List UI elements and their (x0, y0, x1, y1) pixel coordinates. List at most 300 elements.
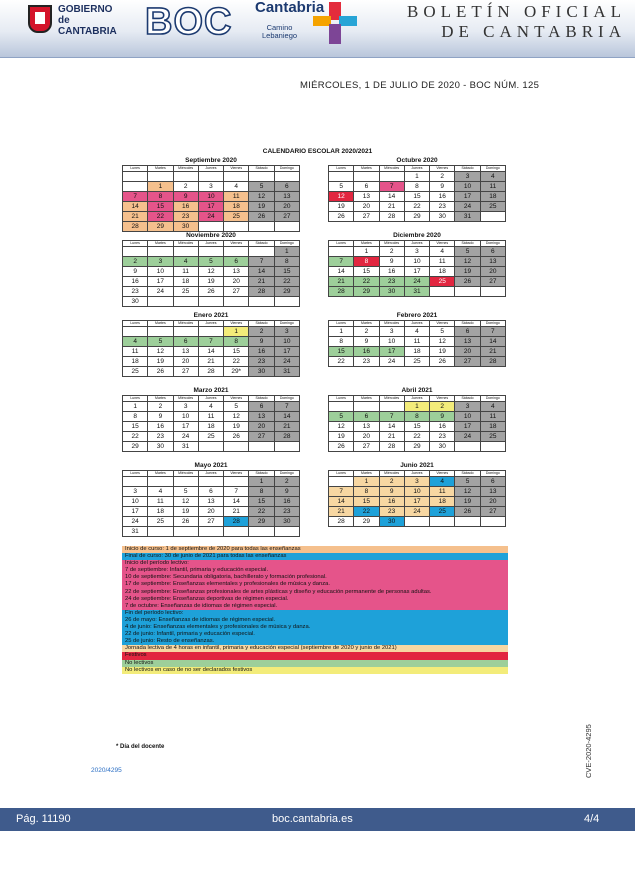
weekday-label: Domingo (480, 241, 505, 247)
day-cell: 10 (404, 487, 429, 497)
day-cell: 30 (430, 442, 455, 452)
day-cell: 12 (198, 267, 223, 277)
day-cell: 21 (249, 277, 274, 287)
week-row (329, 442, 506, 452)
day-cell: 26 (455, 277, 480, 287)
day-cell (249, 172, 274, 182)
legend-row: 7 de octubre: Enseñanzas de idiomas de régimen especial. (122, 603, 508, 610)
week-row (329, 327, 506, 337)
title-line: BOLETÍN OFICIAL (406, 2, 626, 21)
day-cell: 28 (224, 517, 249, 527)
day-cell: 4 (480, 402, 505, 412)
week-row (123, 357, 300, 367)
day-cell: 4 (430, 477, 455, 487)
day-cell: 17 (148, 277, 173, 287)
month-calendar (122, 231, 300, 307)
day-cell: 20 (354, 202, 379, 212)
month-table (328, 470, 506, 527)
week-row (123, 422, 300, 432)
day-cell: 23 (430, 202, 455, 212)
day-cell: 30 (148, 442, 173, 452)
day-cell: 6 (480, 247, 505, 257)
day-cell: 28 (379, 442, 404, 452)
weekday-label: Miércoles (173, 241, 198, 247)
day-cell: 12 (430, 337, 455, 347)
day-cell (224, 172, 249, 182)
day-cell: 18 (173, 277, 198, 287)
day-cell: 18 (148, 507, 173, 517)
day-cell: 9 (379, 487, 404, 497)
day-cell: 16 (430, 422, 455, 432)
weekday-label: Sábado (249, 321, 274, 327)
day-cell: 1 (148, 182, 173, 192)
week-row (329, 277, 506, 287)
weekday-label: Lunes (123, 241, 148, 247)
day-cell: 11 (480, 182, 505, 192)
week-row (329, 287, 506, 297)
day-cell: 4 (198, 402, 223, 412)
day-cell (455, 287, 480, 297)
day-cell: 3 (404, 247, 429, 257)
day-cell: 10 (404, 257, 429, 267)
day-cell: 20 (480, 497, 505, 507)
day-cell: 19 (455, 267, 480, 277)
day-cell (329, 247, 354, 257)
weekday-label: Viernes (430, 396, 455, 402)
day-cell: 6 (198, 487, 223, 497)
day-cell: 19 (198, 277, 223, 287)
day-cell: 29 (404, 442, 429, 452)
day-cell (198, 477, 223, 487)
month-calendar (328, 386, 506, 452)
day-cell: 7 (329, 487, 354, 497)
page-number: Pág. 11190 (16, 813, 71, 825)
day-cell: 3 (379, 327, 404, 337)
day-cell: 22 (148, 212, 173, 222)
day-cell: 5 (455, 477, 480, 487)
day-cell (224, 442, 249, 452)
day-cell: 17 (198, 202, 223, 212)
day-cell: 14 (480, 337, 505, 347)
day-cell (198, 172, 223, 182)
week-row (123, 487, 300, 497)
day-cell: 23 (354, 357, 379, 367)
day-cell: 27 (198, 517, 223, 527)
day-cell: 13 (455, 337, 480, 347)
day-cell: 11 (430, 257, 455, 267)
day-cell: 26 (455, 507, 480, 517)
day-cell (123, 247, 148, 257)
week-row (123, 297, 300, 307)
day-cell: 2 (354, 327, 379, 337)
day-cell: 18 (404, 347, 429, 357)
gobierno-line: de (58, 15, 70, 26)
day-cell: 26 (249, 212, 274, 222)
day-cell: 5 (455, 247, 480, 257)
day-cell: 19 (430, 347, 455, 357)
day-cell: 14 (274, 412, 299, 422)
day-cell: 28 (249, 287, 274, 297)
day-cell: 11 (198, 412, 223, 422)
weekday-label: Jueves (404, 396, 429, 402)
month-name: Noviembre 2020 (186, 232, 236, 239)
weekday-label: Lunes (329, 241, 354, 247)
gobierno-line: GOBIERNO (58, 4, 113, 15)
day-cell: 20 (198, 507, 223, 517)
day-cell: 6 (480, 477, 505, 487)
day-cell: 29 (123, 442, 148, 452)
day-cell: 30 (430, 212, 455, 222)
day-cell: 13 (198, 497, 223, 507)
day-cell (173, 297, 198, 307)
legend-row: Jornada lectiva de 4 horas en infantil, primaria y educación especial (septiembre de 2020 y junio de 2021) (122, 645, 508, 652)
day-cell: 14 (379, 422, 404, 432)
day-cell (173, 247, 198, 257)
month-table (328, 165, 506, 222)
month-name: Junio 2021 (400, 462, 434, 469)
day-cell: 13 (173, 347, 198, 357)
week-row (123, 432, 300, 442)
day-cell (123, 327, 148, 337)
day-cell (430, 287, 455, 297)
day-cell (123, 477, 148, 487)
week-row (329, 192, 506, 202)
day-cell: 25 (198, 432, 223, 442)
day-cell: 16 (430, 192, 455, 202)
day-cell: 11 (123, 347, 148, 357)
day-cell: 8 (354, 257, 379, 267)
day-cell: 5 (198, 257, 223, 267)
day-cell: 29 (404, 212, 429, 222)
day-cell: 10 (455, 182, 480, 192)
day-cell (224, 527, 249, 537)
day-cell: 8 (404, 412, 429, 422)
day-cell (249, 297, 274, 307)
month-table (122, 240, 300, 307)
gobierno-line: CANTABRIA (58, 26, 117, 37)
day-cell (274, 172, 299, 182)
day-cell: 17 (404, 267, 429, 277)
month-name: Octubre 2020 (396, 157, 438, 164)
day-cell: 5 (329, 182, 354, 192)
weekday-label: Viernes (224, 321, 249, 327)
week-row (329, 182, 506, 192)
legend-row: Inicio de curso: 1 de septiembre de 2020 para todas las enseñanzas (122, 546, 508, 553)
day-cell: 7 (480, 327, 505, 337)
weekday-label: Viernes (224, 396, 249, 402)
day-cell: 27 (354, 442, 379, 452)
weekday-label: Sábado (455, 471, 480, 477)
day-cell: 10 (173, 412, 198, 422)
day-cell: 26 (224, 432, 249, 442)
weekday-label: Domingo (480, 166, 505, 172)
weekday-label: Lunes (123, 396, 148, 402)
day-cell (480, 442, 505, 452)
week-row (329, 202, 506, 212)
day-cell: 21 (123, 212, 148, 222)
week-row (329, 432, 506, 442)
day-cell (198, 297, 223, 307)
weekday-label: Domingo (480, 396, 505, 402)
weekday-label: Domingo (274, 471, 299, 477)
day-cell: 26 (148, 367, 173, 377)
month-calendar (328, 231, 506, 297)
day-cell: 16 (379, 497, 404, 507)
month-name: Enero 2021 (193, 312, 229, 319)
day-cell: 19 (329, 202, 354, 212)
day-cell: 5 (148, 337, 173, 347)
day-cell: 19 (173, 507, 198, 517)
day-cell: 7 (198, 337, 223, 347)
weekday-label: Jueves (404, 471, 429, 477)
day-cell (329, 477, 354, 487)
weekday-label: Miércoles (379, 396, 404, 402)
day-cell: 23 (173, 212, 198, 222)
day-cell: 31 (404, 287, 429, 297)
day-cell: 24 (455, 432, 480, 442)
day-cell: 19 (455, 497, 480, 507)
weekday-label: Miércoles (379, 321, 404, 327)
day-cell: 9 (354, 337, 379, 347)
month-name: Abril 2021 (401, 387, 433, 394)
day-cell: 8 (249, 487, 274, 497)
day-cell: 15 (274, 267, 299, 277)
day-cell: 6 (354, 182, 379, 192)
day-cell: 25 (224, 212, 249, 222)
day-cell: 18 (430, 267, 455, 277)
day-cell (480, 212, 505, 222)
day-cell: 20 (480, 267, 505, 277)
week-row (123, 517, 300, 527)
day-cell (198, 222, 223, 232)
day-cell (123, 172, 148, 182)
day-cell: 10 (379, 337, 404, 347)
day-cell: 2 (430, 172, 455, 182)
day-cell: 27 (480, 277, 505, 287)
day-cell: 23 (148, 432, 173, 442)
day-cell: 13 (354, 192, 379, 202)
day-cell: 28 (480, 357, 505, 367)
day-cell: 24 (123, 517, 148, 527)
day-cell: 29 (354, 287, 379, 297)
week-row (329, 247, 506, 257)
weekday-label: Sábado (249, 166, 274, 172)
week-row (123, 277, 300, 287)
day-cell: 5 (430, 327, 455, 337)
day-cell: 3 (404, 477, 429, 487)
day-cell (455, 442, 480, 452)
day-cell: 15 (123, 422, 148, 432)
day-cell: 14 (198, 347, 223, 357)
month-calendar (122, 461, 300, 537)
day-cell: 7 (274, 402, 299, 412)
week-row (123, 477, 300, 487)
week-row (329, 497, 506, 507)
month-table (122, 470, 300, 537)
day-cell: 29* (224, 367, 249, 377)
legend-row: Inicio del período lectivo: (122, 560, 508, 567)
day-cell: 14 (329, 497, 354, 507)
day-cell: 31 (123, 527, 148, 537)
day-cell: 27 (274, 212, 299, 222)
boletin-title (396, 2, 626, 42)
week-row (123, 347, 300, 357)
day-cell: 18 (224, 202, 249, 212)
day-cell: 13 (354, 422, 379, 432)
weekday-label: Lunes (329, 471, 354, 477)
day-cell: 11 (480, 412, 505, 422)
day-cell: 25 (123, 367, 148, 377)
day-cell (198, 442, 223, 452)
day-cell: 17 (274, 347, 299, 357)
day-cell: 26 (198, 287, 223, 297)
day-cell: 28 (329, 287, 354, 297)
week-row (329, 422, 506, 432)
day-cell: 27 (173, 367, 198, 377)
weekday-label: Lunes (123, 471, 148, 477)
site-link[interactable]: boc.cantabria.es (272, 813, 353, 825)
month-calendar (328, 311, 506, 367)
month-calendar (122, 386, 300, 452)
day-cell (404, 517, 429, 527)
day-cell: 22 (249, 507, 274, 517)
cve-code: CVE-2020-4295 (584, 724, 593, 778)
day-cell: 10 (274, 337, 299, 347)
day-cell (430, 517, 455, 527)
day-cell (480, 287, 505, 297)
day-cell: 4 (404, 327, 429, 337)
day-cell: 14 (224, 497, 249, 507)
weekday-label: Viernes (430, 321, 455, 327)
day-cell: 26 (173, 517, 198, 527)
day-cell: 21 (198, 357, 223, 367)
day-cell: 28 (198, 367, 223, 377)
day-cell: 11 (148, 497, 173, 507)
weekday-label: Martes (148, 321, 173, 327)
day-cell: 13 (480, 487, 505, 497)
day-cell (329, 172, 354, 182)
week-row (123, 247, 300, 257)
day-cell: 28 (274, 432, 299, 442)
week-row (329, 477, 506, 487)
day-cell: 27 (455, 357, 480, 367)
day-cell: 27 (224, 287, 249, 297)
day-cell: 3 (198, 182, 223, 192)
day-cell: 16 (249, 347, 274, 357)
month-name: Febrero 2021 (396, 312, 438, 319)
weekday-label: Lunes (329, 321, 354, 327)
day-cell (329, 402, 354, 412)
weekday-label: Lunes (329, 166, 354, 172)
day-cell: 30 (274, 517, 299, 527)
month-table (122, 165, 300, 232)
day-cell: 26 (329, 442, 354, 452)
day-cell: 19 (249, 202, 274, 212)
day-cell: 22 (354, 507, 379, 517)
day-cell: 24 (404, 507, 429, 517)
weekday-label: Lunes (123, 321, 148, 327)
legend-row: 22 de septiembre: Enseñanzas profesionales de artes plásticas y diseño y educación permanente de personas adultas. (122, 589, 508, 596)
day-cell: 13 (480, 257, 505, 267)
day-cell (354, 402, 379, 412)
day-cell (354, 172, 379, 182)
footer-bar (0, 808, 635, 831)
weekday-label: Martes (354, 396, 379, 402)
day-cell: 19 (224, 422, 249, 432)
day-cell: 22 (404, 202, 429, 212)
day-cell: 11 (173, 267, 198, 277)
day-cell: 18 (198, 422, 223, 432)
week-row (123, 192, 300, 202)
cantabria-mark-icon (313, 2, 357, 46)
day-cell: 12 (148, 347, 173, 357)
weekday-label: Domingo (274, 396, 299, 402)
day-cell: 10 (455, 412, 480, 422)
day-cell (148, 527, 173, 537)
day-cell: 31 (455, 212, 480, 222)
day-cell: 19 (148, 357, 173, 367)
day-cell: 14 (123, 202, 148, 212)
day-cell: 1 (354, 247, 379, 257)
week-row (329, 412, 506, 422)
weekday-label: Miércoles (173, 396, 198, 402)
day-cell: 15 (224, 347, 249, 357)
day-cell: 2 (379, 477, 404, 487)
day-cell: 29 (249, 517, 274, 527)
week-row (329, 487, 506, 497)
day-cell: 2 (379, 247, 404, 257)
day-cell (198, 247, 223, 257)
day-cell: 6 (173, 337, 198, 347)
day-cell: 25 (404, 357, 429, 367)
day-cell: 22 (274, 277, 299, 287)
weekday-label: Sábado (249, 471, 274, 477)
legend-row: Festivos (122, 652, 508, 659)
day-cell: 20 (249, 422, 274, 432)
day-cell: 5 (173, 487, 198, 497)
weekday-label: Miércoles (379, 471, 404, 477)
day-cell: 17 (379, 347, 404, 357)
day-cell: 20 (224, 277, 249, 287)
month-table (328, 240, 506, 297)
day-cell: 15 (329, 347, 354, 357)
day-cell: 24 (379, 357, 404, 367)
day-cell (198, 327, 223, 337)
legend-row: 4 de junio: Enseñanzas elementales y profesionales de música y danza. (122, 624, 508, 631)
calendar-title: CALENDARIO ESCOLAR 2020/2021 (262, 148, 373, 155)
day-cell: 25 (173, 287, 198, 297)
month-name: Marzo 2021 (193, 387, 229, 394)
week-row (329, 357, 506, 367)
day-cell: 20 (455, 347, 480, 357)
day-cell: 14 (329, 267, 354, 277)
day-cell: 2 (430, 402, 455, 412)
legend-row: 22 de junio: Infantil, primaria y educación especial. (122, 631, 508, 638)
day-cell: 1 (354, 477, 379, 487)
weekday-label: Jueves (404, 241, 429, 247)
day-cell: 17 (455, 422, 480, 432)
weekday-label: Viernes (430, 166, 455, 172)
day-cell (224, 477, 249, 487)
day-cell: 2 (274, 477, 299, 487)
day-cell: 2 (173, 182, 198, 192)
day-cell: 9 (173, 192, 198, 202)
weekday-label: Domingo (274, 166, 299, 172)
day-cell: 23 (123, 287, 148, 297)
day-cell (379, 402, 404, 412)
day-cell: 11 (404, 337, 429, 347)
week-row (123, 412, 300, 422)
